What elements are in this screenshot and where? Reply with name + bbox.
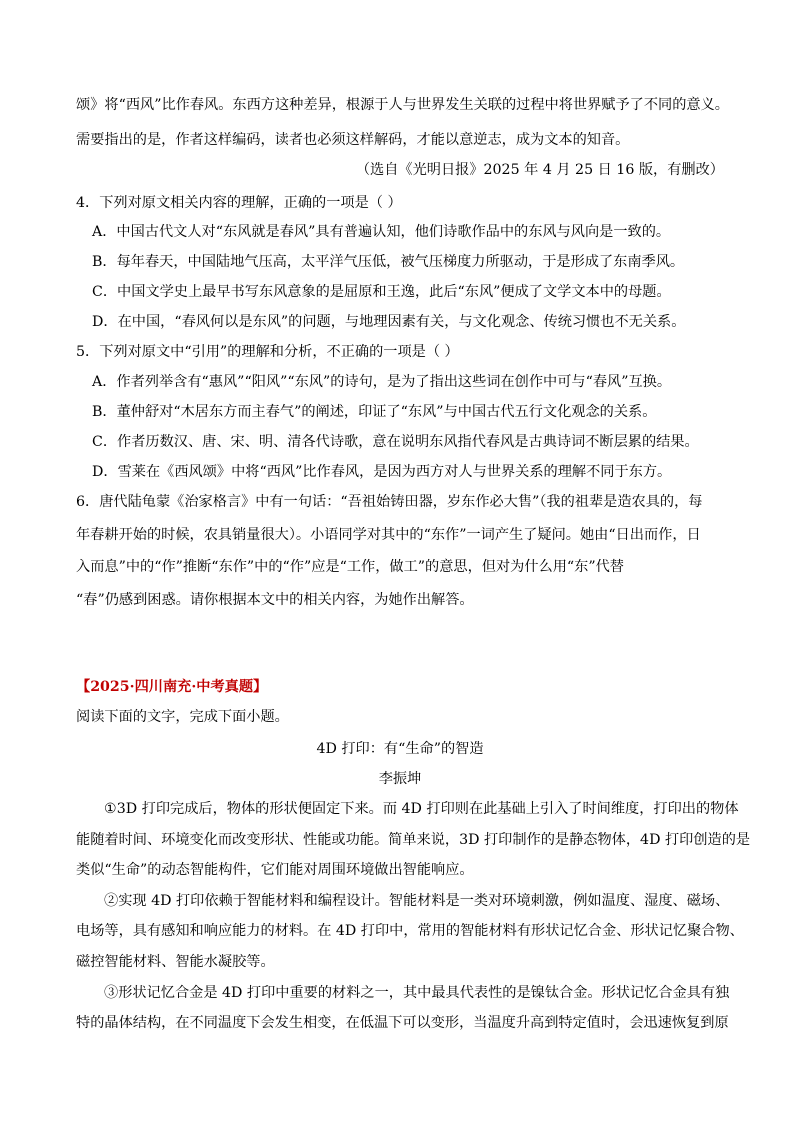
paragraph-line: 能随着时间、环境变化而改变形状、性能或功能。简单来说，3D 打印制作的是静态物体，4D 打印创造的是 (76, 832, 751, 848)
question-6-line: “春”仍感到困惑。请你根据本文中的相关内容，为她作出解答。 (76, 592, 474, 608)
question-4-option-c: C．中国文学史上最早书写东风意象的是屈原和王逸，此后“东风”便成了文学文本中的母题。 (92, 284, 671, 300)
exam-source-tag: 【2025·四川南充·中考真题】 (76, 679, 268, 695)
question-4-option-b: B．每年春天，中国陆地气压高，太平洋气压低，被气压梯度力所驱动，于是形成了东南季风。 (92, 254, 685, 270)
paragraph-line: 电场等，具有感知和响应能力的材料。在 4D 打印中，常用的智能材料有形状记忆合金、形状记忆聚合物、 (76, 923, 744, 939)
question-5-option-d: D．雪莱在《西风颂》中将“西风”比作春风，是因为西方对人与世界关系的理解不同于东方。 (92, 464, 672, 480)
reading-instruction: 阅读下面的文字，完成下面小题。 (76, 709, 289, 725)
paragraph-line: 特的晶体结构，在不同温度下会发生相变，在低温下可以变形，当温度升高到特定值时，会迅速恢复到原 (76, 1015, 729, 1031)
question-6-line: 6．唐代陆龟蒙《治家格言》中有一句话：“吾祖始铸田器，岁东作必大售”（我的祖辈是造农具的，每 (76, 494, 703, 510)
question-5-option-b: B．董仲舒对“木居东方而主春气”的阐述，印证了“东风”与中国古代五行文化观念的关系。 (92, 404, 657, 420)
article-title: 4D 打印：有“生命”的智造 (316, 741, 484, 757)
question-4-stem: 4．下列对原文相关内容的理解，正确的一项是（ ） (76, 195, 402, 211)
question-4-option-a: A．中国古代文人对“东风就是春风”具有普遍认知，他们诗歌作品中的东风与风向是一致的。 (92, 224, 671, 240)
paragraph-line: ③形状记忆合金是 4D 打印中重要的材料之一，其中最具代表性的是镍钛合金。形状记忆合金具有独 (104, 985, 730, 1001)
question-5-stem: 5．下列对原文中“引用”的理解和分析，不正确的一项是（ ） (76, 344, 459, 360)
passage-line: 颂》将“西风”比作春风。东西方这种差异，根源于人与世界发生关联的过程中将世界赋予了不同的意义。 (76, 97, 729, 113)
question-6-line: 入而息”中的“作”推断“东作”中的“作”应是“工作，做工”的意思，但对为什么用“东”代替 (76, 559, 624, 575)
question-4-option-d: D．在中国，“春风何以是东风”的问题，与地理因素有关，与文化观念、传统习惯也不无关系。 (92, 314, 686, 330)
paragraph-line: ①3D 打印完成后，物体的形状便固定下来。而 4D 打印则在此基础上引入了时间维度，打印出的物体 (104, 801, 739, 817)
article-author: 李振坤 (378, 771, 422, 787)
paragraph-line: 磁控智能材料、智能水凝胶等。 (76, 954, 275, 970)
question-5-option-a: A．作者列举含有“惠风”“阳风”“东风”的诗句，是为了指出这些词在创作中可与“春风”互换。 (92, 374, 672, 390)
paragraph-line: 类似“生命”的动态智能构件，它们能对周围环境做出智能响应。 (76, 862, 474, 878)
source-citation: （选自《光明日报》2025 年 4 月 25 日 16 版，有删改） (355, 162, 724, 178)
paragraph-line: ②实现 4D 打印依赖于智能材料和编程设计。智能材料是一类对环境刺激，例如温度、湿度、磁场、 (104, 893, 730, 909)
question-6-line: 年春耕开始的时候，农具销量很大）。小语同学对其中的“东作”一词产生了疑问。她由“日出而作，日 (76, 527, 701, 543)
question-5-option-c: C．作者历数汉、唐、宋、明、清各代诗歌，意在说明东风指代春风是古典诗词不断层累的结果。 (92, 434, 699, 450)
passage-line: 需要指出的是，作者这样编码，读者也必须这样解码，才能以意逆志，成为文本的知音。 (76, 132, 630, 148)
